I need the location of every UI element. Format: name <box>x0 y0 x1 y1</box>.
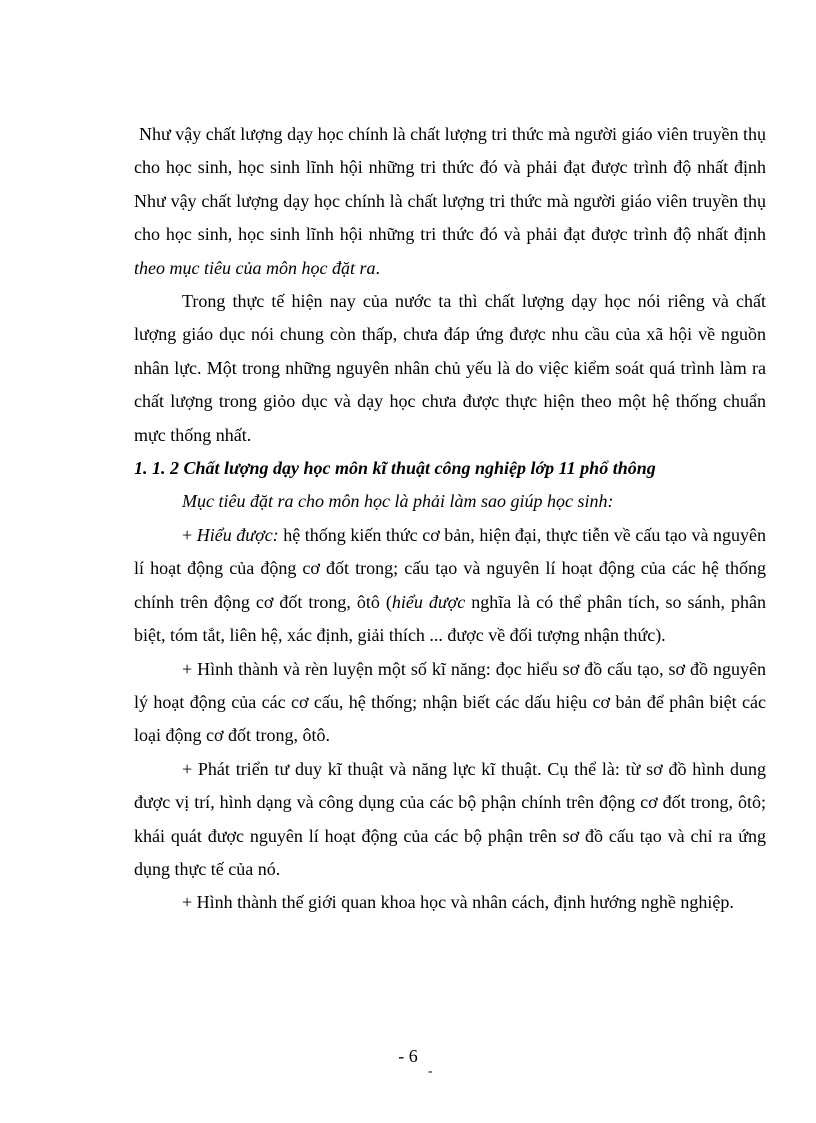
paragraph-4 <box>134 519 766 653</box>
paragraph-5: + Hình thành và rèn luyện một số kĩ năng: đọc hiểu sơ đồ cấu tạo, sơ đồ nguyên lý hoạt động của các cơ cấu, hệ thống; nhận biết các dấu hiệu cơ bản để phân biệt các loại động cơ đốt trong, ôtô. <box>134 658 766 746</box>
paragraph-4-italic: Hiểu được: <box>196 524 279 545</box>
paragraph-1-italic: theo mục tiêu của môn học đặt ra <box>134 257 376 278</box>
paragraph-4-bullet: + <box>182 524 193 545</box>
paragraph-6: + Phát triển tư duy kĩ thuật và năng lực kĩ thuật. Cụ thể là: từ sơ đồ hình dung được vị trí, hình dạng và công dụng của các bộ phận chính trên động cơ đốt trong, ôtô; khái quát được nguyên lí hoạt động của các bộ phận trên sơ đồ cấu tạo và chỉ ra ứng dụng thực tế của nó. <box>134 758 766 879</box>
section-heading: 1. 1. 2 Chất lượng dạy học môn kĩ thuật công nghiệp lớp 11 phổ thông <box>134 458 656 479</box>
paragraph-2: Trong thực tế hiện nay của nước ta thì chất lượng dạy học nói riêng và chất lượng giáo dục nói chung còn thấp, chưa đáp ứng được nhu cầu của xã hội về nguồn nhân lực. Một trong những nguyên nhân chủ yếu là do việc kiểm soát quá trình làm ra chất lượng trong giỏo dục và dạy học chưa được thực hiện theo một hệ thống chuẩn mực thống nhất. <box>134 291 766 445</box>
paragraph-1-text: Như vậy chất lượng dạy học chính là chất lượng tri thức mà người giáo viên truyền thụ cho học sinh, học sinh lĩnh hội những tri thức đó và phải đạt được trình độ nhất định Như vậy chất lượng dạy học chính là chất lượng tri thức mà người giáo viên truyền thụ cho học sinh, học sinh lĩnh hội những tri thức đó và phải đạt được trình độ nhất định <box>134 124 766 245</box>
paragraph-7: + Hình thành thế giới quan khoa học và nhân cách, định hướng nghề nghiệp. <box>182 892 734 913</box>
page-content <box>134 118 766 920</box>
page-number-dash: - <box>428 1064 433 1079</box>
paragraph-3-text: Mục tiêu đặt ra cho môn học là phải làm sao giúp học sinh: <box>182 491 614 512</box>
paragraph-1 <box>134 118 766 285</box>
paragraph-4-rest: nghĩa là có thể phân tích, so sánh, phân biệt, tóm tắt, liên hệ, xác định, giải thích ... được về đối tượng nhận thức). <box>134 591 766 646</box>
page-number: - 6 <box>398 1046 418 1066</box>
paragraph-1-end: . <box>375 257 380 278</box>
paragraph-4-text: hệ thống kiến thức cơ bản, hiện đại, thực tiễn về cấu tạo và nguyên lí hoạt động của động cơ đốt trong; cấu tạo và nguyên lí hoạt động của các hệ thống chính trên động cơ đốt trong, ôtô ( <box>134 524 766 612</box>
paragraph-4-italic-2: hiểu được <box>391 591 466 612</box>
paragraph-3 <box>134 485 766 518</box>
